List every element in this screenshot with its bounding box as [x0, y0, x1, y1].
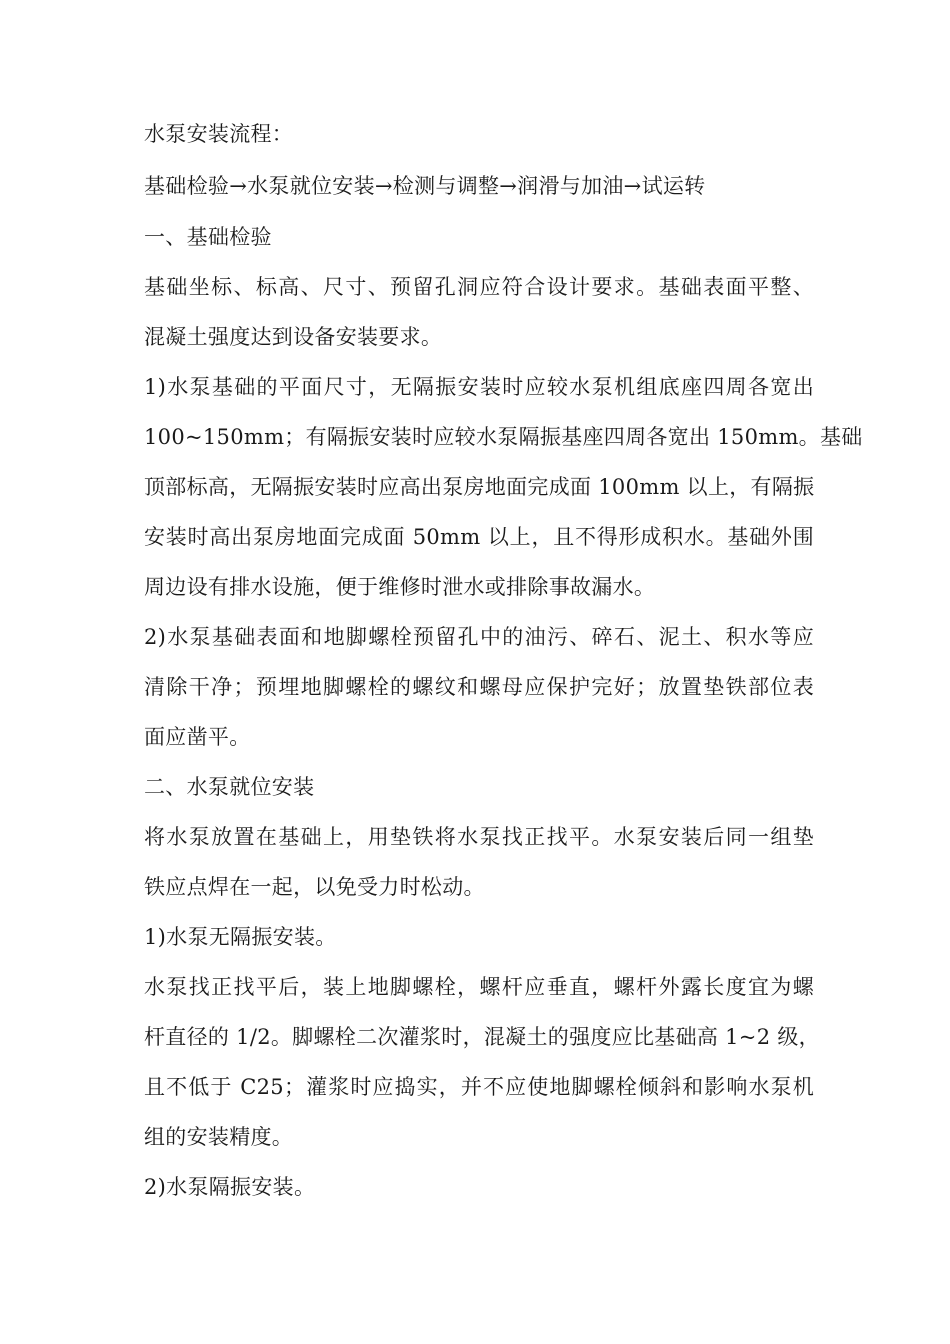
section-heading-1: 一、基础检验: [144, 225, 272, 249]
paragraph-line: 将水泵放置在基础上，用垫铁将水泵找正找平。水泵安装后同一组垫: [144, 825, 814, 849]
paragraph-line: 安装时高出泵房地面完成面 50mm 以上，且不得形成积水。基础外围: [144, 525, 814, 549]
paragraph-line: 水泵找正找平后，装上地脚螺栓，螺杆应垂直，螺杆外露长度宜为螺: [144, 975, 814, 999]
paragraph-line: 且不低于 C25；灌浆时应捣实，并不应使地脚螺栓倾斜和影响水泵机: [144, 1075, 814, 1099]
subsection-heading: 1)水泵无隔振安装。: [144, 925, 337, 949]
process-flow-line: 基础检验→水泵就位安装→检测与调整→润滑与加油→试运转: [144, 174, 706, 198]
paragraph-line: 顶部标高，无隔振安装时应高出泵房地面完成面 100mm 以上，有隔振: [144, 475, 815, 499]
paragraph-line: 组的安装精度。: [144, 1125, 294, 1149]
paragraph-line: 2)水泵基础表面和地脚螺栓预留孔中的油污、碎石、泥土、积水等应: [144, 625, 814, 649]
paragraph-line: 周边设有排水设施，便于维修时泄水或排除事故漏水。: [144, 575, 656, 599]
doc-title: 水泵安装流程：: [144, 122, 294, 146]
paragraph-line: 杆直径的 1/2。脚螺栓二次灌浆时，混凝土的强度应比基础高 1~2 级，: [144, 1025, 820, 1049]
section-heading-2: 二、水泵就位安装: [144, 775, 315, 799]
paragraph-line: 基础坐标、标高、尺寸、预留孔洞应符合设计要求。基础表面平整、: [144, 275, 814, 299]
paragraph-line: 铁应点焊在一起，以免受力时松动。: [144, 875, 485, 899]
paragraph-line: 1)水泵基础的平面尺寸，无隔振安装时应较水泵机组底座四周各宽出: [144, 375, 814, 399]
paragraph-line: 混凝土强度达到设备安装要求。: [144, 325, 443, 349]
paragraph-line: 面应凿平。: [144, 725, 251, 749]
paragraph-line: 清除干净；预埋地脚螺栓的螺纹和螺母应保护完好；放置垫铁部位表: [144, 675, 814, 699]
paragraph-line: 100~150mm；有隔振安装时应较水泵隔振基座四周各宽出 150mm。基础: [144, 425, 863, 449]
subsection-heading: 2)水泵隔振安装。: [144, 1175, 316, 1199]
